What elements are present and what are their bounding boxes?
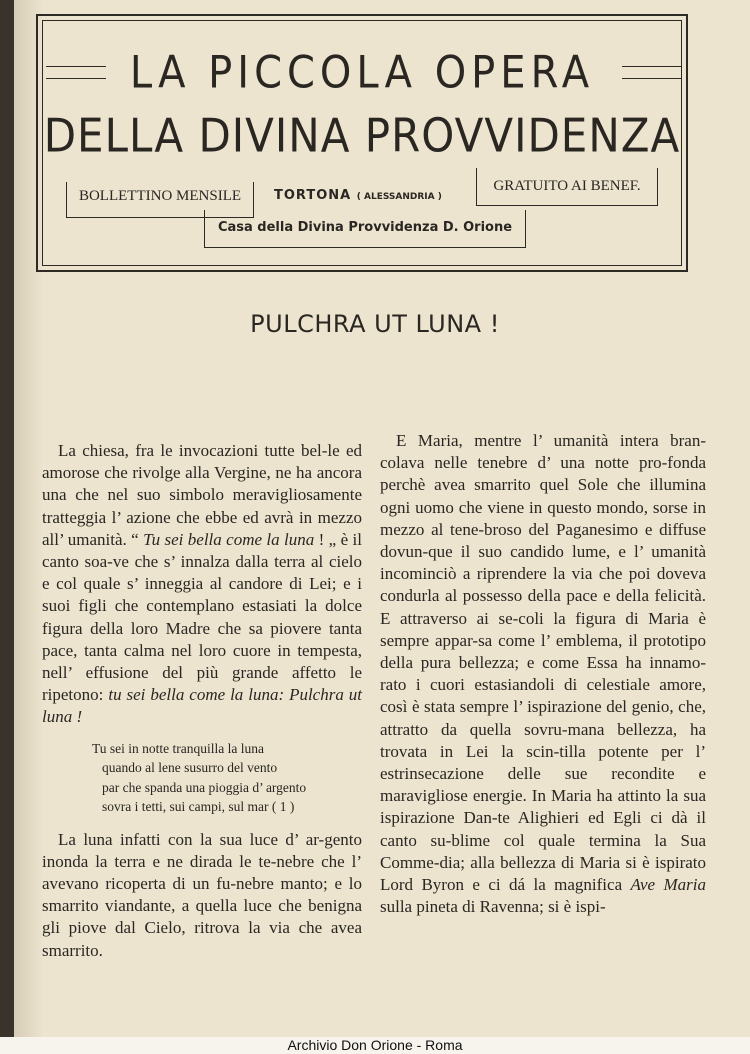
binding-edge bbox=[0, 0, 14, 1054]
article-heading: PULCHRA UT LUNA ! bbox=[250, 310, 500, 338]
masthead-title-line2: DELLA DIVINA PROVVIDENZA bbox=[43, 108, 681, 163]
place-province: ( ALESSANDRIA ) bbox=[356, 192, 442, 202]
right-paragraph bbox=[380, 430, 706, 918]
quote-run: tu sei bella come la luna: Pulchra ut luna ! bbox=[42, 685, 362, 727]
poem-line: quando al lene susurro del vento bbox=[102, 760, 278, 776]
text-run: sulla pineta di Ravenna; si è ispi- bbox=[380, 897, 606, 917]
right-column bbox=[380, 430, 706, 918]
poem-line: Tu sei in notte tranquilla la luna bbox=[92, 740, 264, 756]
left-paragraph-1 bbox=[42, 440, 362, 729]
left-column bbox=[42, 440, 362, 962]
poem-line: sovra i tetti, sui campi, sul mar ( 1 ) bbox=[102, 799, 295, 815]
masthead-title-line1: LA PICCOLA OPERA bbox=[129, 47, 595, 99]
place-city: TORTONA bbox=[274, 188, 352, 203]
text-run: La chiesa, fra le invocazioni tutte bel-le ed amorose che rivolge alla Vergine, ne ha ancora una che nel suo simbolo meravigliosamente tratteggia l’ azione che ebbe ed avrà in mezzo all’ umanità. “ bbox=[42, 441, 362, 549]
masthead bbox=[36, 14, 688, 272]
free-note: GRATUITO AI BENEF. bbox=[476, 168, 658, 206]
text-run: E Maria, mentre l’ umanità intera bran-colava nelle tenebre d’ una notte pro-fonda perchè avea smarrito quel Sole che illumina ogni uomo che viene in questo mondo, sorse in mezzo al tene-broso del Paganesimo e diffuse dovun-que il suo candido lume, e l’ umanità incominciò a riprendere la via che poi doveva condurla al possesso della pace e della felicità. E attraverso ai se-coli la figura di Maria è sempre appar-sa come l’ emblema, il prototipo della pura bellezza; e come Essa ha innamo-rato i cuori estasiandoli di celestiale amore, così è stata sempre l’ ispirazione del genio, che, attratto da quella sovru-mana bellezza, ha trovata in Lei la scin-tilla potente per l’ estrinsecazione delle sue recondite e maravigliose energie. In Maria ha attinto la sua ispirazione Dan-te Alighieri ed Egli ci dà il canto su-blime col quale termina la Sua Comme-dia; alla bellezza di Maria si è ispirato Lord Byron e ci dá la magnifica bbox=[380, 431, 706, 895]
text-run: ! „ è il canto soa-ve che s’ innalza dalla terra al cielo e col quale s’ inneggia al candore di Lei; e i suoi figli che contemplano estasiati la dolce figura della loro Madre che sa piovere tanta pace, tanta calma nel loro cuore in tempesta, nell’ effusione del più grande affetto le ripetono: bbox=[42, 529, 362, 705]
place-label bbox=[274, 188, 442, 203]
quote-run: Ave Maria bbox=[630, 875, 706, 895]
quote-run: Tu sei bella come la luna bbox=[143, 529, 315, 549]
poem bbox=[92, 739, 362, 817]
bulletin-label: BOLLETTINO MENSILE bbox=[66, 182, 254, 218]
archive-footer: Archivio Don Orione - Roma bbox=[0, 1037, 750, 1054]
left-paragraph-2: La luna infatti con la sua luce d’ ar-gento inonda la terra e ne dirada le te-nebre che l’ avevano ricoperta di un fu-nebre manto; e lo smarrito viandante, a quella luce che benigna gli piove dal Cielo, ritrova la via che avea smarrito. bbox=[42, 829, 362, 960]
house-label: Casa della Divina Provvidenza D. Orione bbox=[204, 210, 526, 248]
poem-line: par che spanda una pioggia d’ argento bbox=[102, 779, 307, 795]
